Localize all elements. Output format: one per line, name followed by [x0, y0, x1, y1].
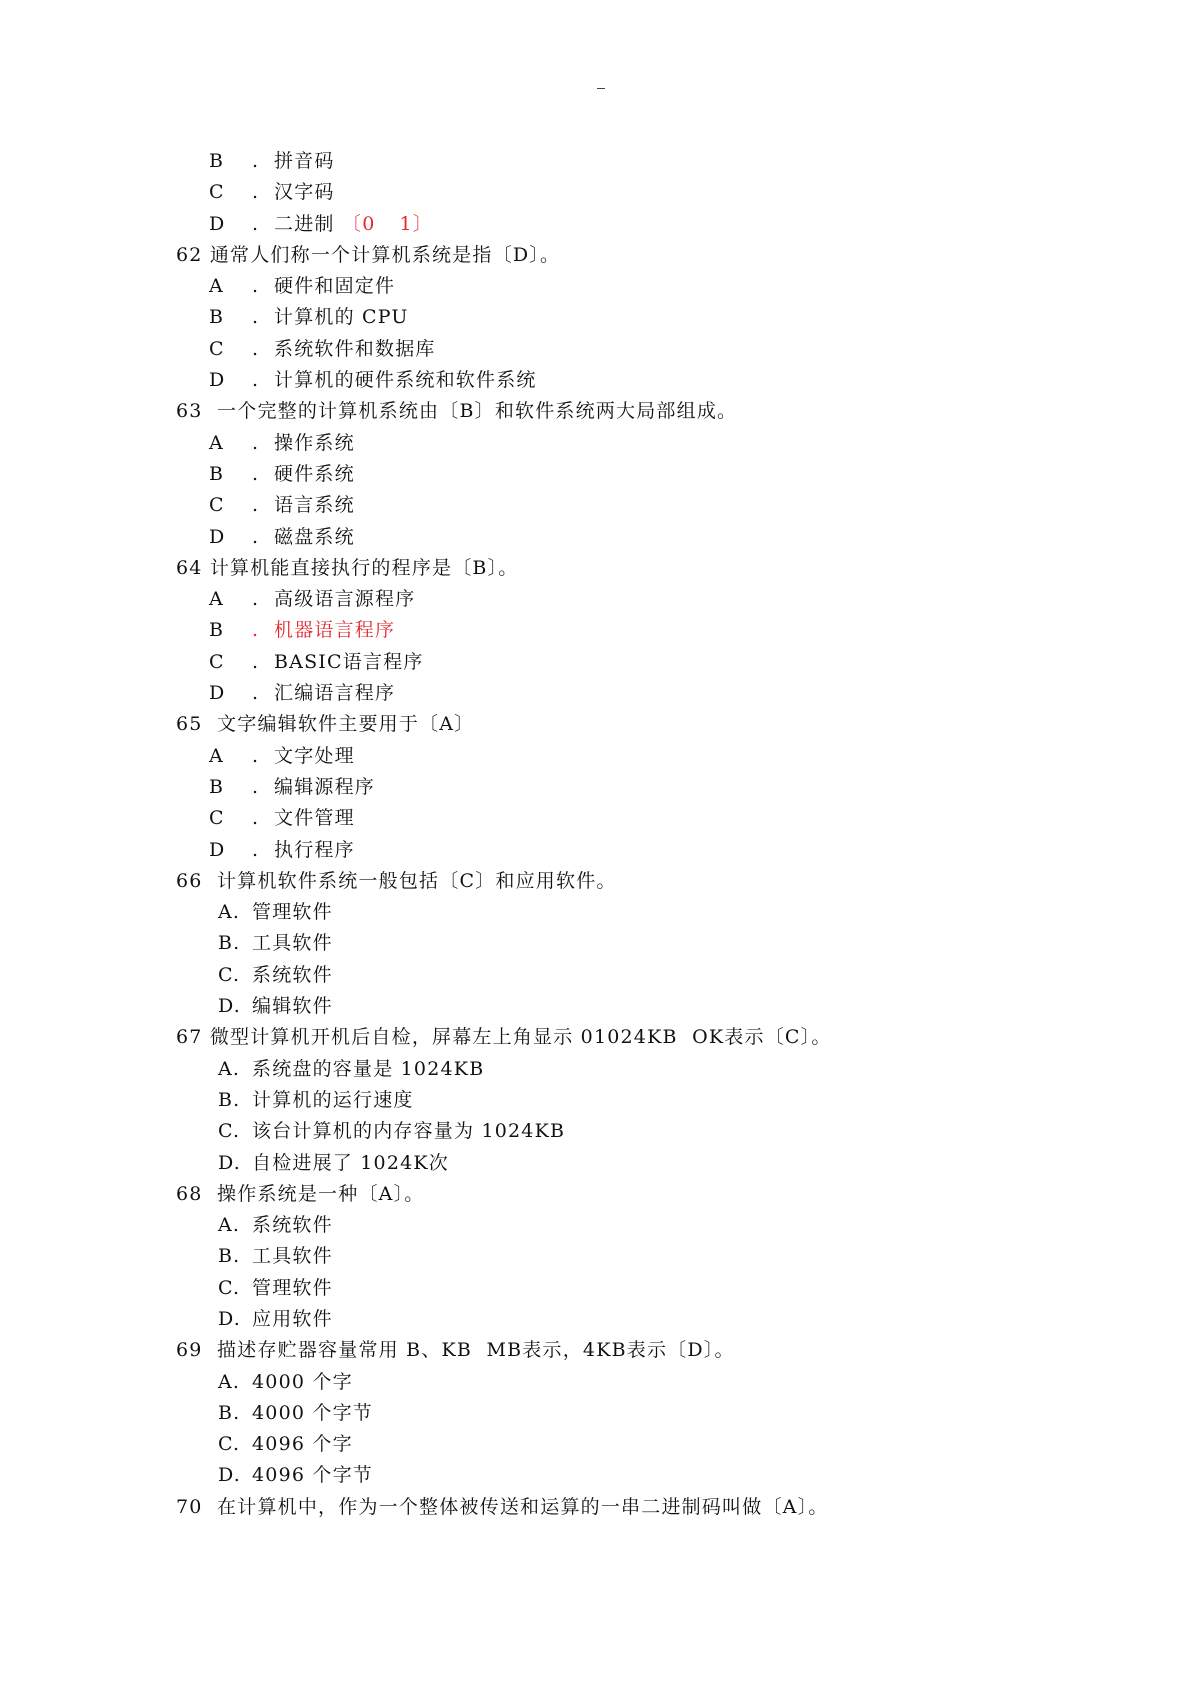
option-separator: .	[252, 650, 260, 673]
option-letter: B.	[218, 1401, 241, 1424]
option-line	[176, 1210, 1076, 1241]
option-line	[176, 647, 1076, 678]
question-text: 64 计算机能直接执行的程序是〔B〕。	[176, 556, 519, 579]
option-text: 管理软件	[252, 901, 333, 924]
option-letter: C.	[218, 1276, 241, 1299]
option-letter: B	[209, 775, 225, 798]
option-line	[176, 615, 1076, 646]
option-line	[176, 960, 1076, 991]
option-text: 计算机的硬件系统和软件系统	[274, 369, 537, 392]
question-text: 68 操作系统是一种〔A〕。	[176, 1182, 425, 1205]
option-text: 4000 个字节	[252, 1401, 373, 1424]
option-text: 硬件系统	[274, 462, 355, 485]
option-separator: .	[252, 838, 260, 861]
option-text: 拼音码	[274, 150, 335, 172]
option-line	[176, 1085, 1076, 1116]
option-text: 系统盘的容量是 1024KB	[252, 1057, 485, 1080]
option-text: 高级语言源程序	[274, 588, 416, 611]
option-separator: .	[252, 431, 260, 454]
option-letter: D	[209, 212, 226, 235]
option-line	[176, 1460, 1076, 1491]
option-line	[176, 835, 1076, 866]
question-line	[176, 1335, 1076, 1366]
option-separator: .	[252, 212, 260, 235]
option-separator: .	[252, 181, 260, 204]
question-text: 70 在计算机中，作为一个整体被传送和运算的一串二进制码叫做〔A〕。	[176, 1495, 829, 1518]
option-text: 计算机的运行速度	[252, 1088, 414, 1111]
option-separator: .	[252, 588, 260, 611]
option-line	[176, 334, 1076, 365]
option-separator: .	[252, 369, 260, 392]
option-separator: .	[252, 462, 260, 485]
option-line	[176, 428, 1076, 459]
option-separator: .	[252, 306, 260, 329]
option-letter: C	[209, 807, 225, 830]
question-list	[176, 146, 1076, 1523]
option-text: 应用软件	[252, 1307, 333, 1330]
option-line	[176, 1116, 1076, 1147]
option-text: 系统软件	[252, 963, 333, 986]
question-line	[176, 553, 1076, 584]
option-text: 该台计算机的内存容量为 1024KB	[252, 1120, 566, 1143]
annotation-part: 〔0	[342, 212, 376, 235]
option-line	[176, 803, 1076, 834]
option-letter: C.	[218, 1120, 241, 1143]
option-letter: B	[209, 150, 225, 172]
option-letter: B.	[218, 1088, 241, 1111]
option-letter: A	[209, 275, 224, 298]
option-text: 系统软件	[252, 1214, 333, 1237]
option-letter: B	[209, 462, 225, 485]
option-letter: A.	[218, 1370, 241, 1393]
annotation-part: 1〕	[399, 212, 433, 235]
option-text: 语言系统	[274, 494, 355, 517]
option-letter: B.	[218, 1245, 241, 1268]
option-line	[176, 678, 1076, 709]
option-text: 文字处理	[274, 744, 355, 767]
option-letter: A	[209, 588, 224, 611]
option-text: 4096 个字	[252, 1433, 353, 1456]
option-text: 4096 个字节	[252, 1464, 373, 1487]
option-text: 汉字码	[274, 181, 335, 204]
question-line	[176, 1022, 1076, 1053]
option-line	[176, 1304, 1076, 1335]
option-text: 4000 个字	[252, 1370, 353, 1393]
header-dash	[597, 88, 605, 89]
option-letter: B	[209, 306, 225, 329]
option-text: 工具软件	[252, 932, 333, 955]
option-letter: C	[209, 494, 225, 517]
option-line	[176, 490, 1076, 521]
option-line	[176, 1429, 1076, 1460]
option-letter: C	[209, 337, 225, 360]
option-text: 执行程序	[274, 838, 355, 861]
question-line	[176, 1179, 1076, 1210]
option-letter: D.	[218, 995, 241, 1018]
option-letter: C.	[218, 963, 241, 986]
option-letter: B.	[218, 932, 241, 955]
option-line	[176, 897, 1076, 928]
option-text: 操作系统	[274, 431, 355, 454]
option-letter: C	[209, 650, 225, 673]
option-letter: C.	[218, 1433, 241, 1456]
question-line	[176, 240, 1076, 271]
option-text: 磁盘系统	[274, 525, 355, 548]
option-line	[176, 1241, 1076, 1272]
option-line	[176, 1148, 1076, 1179]
option-line	[176, 302, 1076, 333]
option-line	[176, 1398, 1076, 1429]
option-letter: D.	[218, 1464, 241, 1487]
option-text: 管理软件	[252, 1276, 333, 1299]
question-line	[176, 709, 1076, 740]
option-letter: D	[209, 369, 226, 392]
option-letter: A.	[218, 1057, 241, 1080]
option-letter: A	[209, 744, 224, 767]
option-line	[176, 772, 1076, 803]
option-line	[176, 1273, 1076, 1304]
option-line	[176, 584, 1076, 615]
option-separator: .	[252, 807, 260, 830]
option-line	[176, 271, 1076, 302]
option-separator: .	[252, 494, 260, 517]
option-letter: A	[209, 431, 224, 454]
option-line	[176, 741, 1076, 772]
option-line	[176, 177, 1076, 208]
option-text: 自检进展了 1024K次	[252, 1151, 449, 1174]
option-text: 工具软件	[252, 1245, 333, 1268]
option-letter: B	[209, 619, 225, 642]
option-line	[176, 928, 1076, 959]
option-line	[176, 1367, 1076, 1398]
question-text: 63 一个完整的计算机系统由〔B〕和软件系统两大局部组成。	[176, 400, 738, 423]
option-letter: D	[209, 838, 226, 861]
option-separator: .	[252, 744, 260, 767]
option-separator: .	[252, 525, 260, 548]
option-line	[176, 522, 1076, 553]
option-letter: C	[209, 181, 225, 204]
option-letter: A.	[218, 1214, 241, 1237]
option-text: 文件管理	[274, 807, 355, 830]
option-separator: .	[252, 775, 260, 798]
question-text: 65 文字编辑软件主要用于〔A〕	[176, 713, 475, 736]
question-line	[176, 396, 1076, 427]
option-line	[176, 209, 1076, 240]
option-separator: .	[252, 337, 260, 360]
question-text: 67 微型计算机开机后自检，屏幕左上角显示 01024KB OK表示〔C〕。	[176, 1026, 832, 1049]
option-separator: .	[252, 275, 260, 298]
option-letter: D.	[218, 1151, 241, 1174]
option-letter: D	[209, 525, 226, 548]
option-separator: .	[252, 619, 260, 642]
option-text: 编辑源程序	[274, 775, 376, 798]
option-letter: A.	[218, 901, 241, 924]
option-line	[176, 365, 1076, 396]
option-line	[176, 146, 1076, 177]
option-text: 系统软件和数据库	[274, 337, 436, 360]
option-line	[176, 1054, 1076, 1085]
option-text: 二进制	[274, 212, 335, 235]
option-line	[176, 991, 1076, 1022]
question-text: 69 描述存贮器容量常用 B、KB MB表示，4KB表示〔D〕。	[176, 1339, 735, 1362]
option-line	[176, 459, 1076, 490]
option-separator: .	[252, 682, 260, 705]
question-text: 66 计算机软件系统一般包括〔C〕和应用软件。	[176, 869, 617, 892]
answer-annotation	[342, 209, 433, 240]
question-text: 62 通常人们称一个计算机系统是指〔D〕。	[176, 243, 561, 266]
option-separator: .	[252, 150, 260, 172]
option-text: 编辑软件	[252, 995, 333, 1018]
question-line	[176, 1492, 1076, 1523]
option-text: BASIC语言程序	[274, 650, 424, 673]
option-text: 硬件和固定件	[274, 275, 396, 298]
option-text: 汇编语言程序	[274, 682, 396, 705]
option-letter: D.	[218, 1307, 241, 1330]
option-text: 机器语言程序	[274, 619, 396, 642]
option-letter: D	[209, 682, 226, 705]
question-line	[176, 866, 1076, 897]
option-text: 计算机的 CPU	[274, 306, 409, 329]
